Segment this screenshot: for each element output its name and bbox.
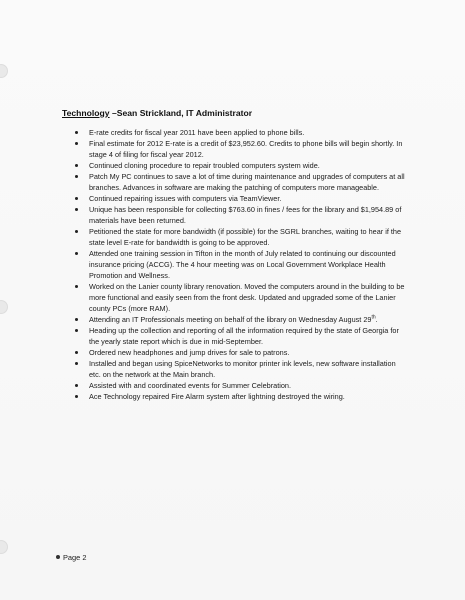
bullet-item: Heading up the collection and reporting of all the information required by the state of Georgia for the yearly state report which is due in mid-September. <box>74 325 406 347</box>
page-footer <box>56 553 86 562</box>
bullet-item: E-rate credits for fiscal year 2011 have been applied to phone bills. <box>74 127 406 138</box>
bullet-item: Continued cloning procedure to repair troubled computers system wide. <box>74 160 406 171</box>
bullet-item: Petitioned the state for more bandwidth (if possible) for the SGRL branches, waiting to hear if the state level E-rate for bandwidth is going to be approved. <box>74 226 406 248</box>
bullet-item: Ordered new headphones and jump drives for sale to patrons. <box>74 347 406 358</box>
bullet-item: Final estimate for 2012 E-rate is a credit of $23,952.60. Credits to phone bills will begin shortly. In stage 4 of filing for fiscal year 2012. <box>74 138 406 160</box>
bullet-item <box>74 314 406 325</box>
bullet-item: Installed and began using SpiceNetworks to monitor printer ink levels, new software installation etc. on the network at the Main branch. <box>74 358 406 380</box>
bullet-item: Attended one training session in Tifton in the month of July related to continuing our discounted insurance pricing (ACCG). The 4 hour meeting was on Local Government Workplace Health Promotion and Wellness. <box>74 248 406 281</box>
section-heading-department: Technology <box>62 108 110 118</box>
report-bullet-list <box>74 127 406 402</box>
bullet-item: Continued repairing issues with computers via TeamViewer. <box>74 193 406 204</box>
page-number: Page 2 <box>63 553 87 562</box>
bullet-item: Patch My PC continues to save a lot of time during maintenance and upgrades of computers at all branches. Advances in software are making the patching of computers more manageable. <box>74 171 406 193</box>
bullet-item: Ace Technology repaired Fire Alarm system after lightning destroyed the wiring. <box>74 391 406 402</box>
section-heading-person: –Sean Strickland, IT Administrator <box>109 108 253 118</box>
sentence-period: . <box>375 315 378 324</box>
bullet-item-text: Attending an IT Professionals meeting on behalf of the library on Wednesday August 29 <box>89 315 372 324</box>
ordinal-suffix: th <box>371 314 376 321</box>
bullet-item: Unique has been responsible for collecting $763.60 in fines / fees for the library and $1,954.89 of materials have been returned. <box>74 204 406 226</box>
section-heading <box>62 108 252 118</box>
bullet-item: Worked on the Lanier county library renovation. Moved the computers around in the building to be more functional and easily seen from the front desk. Updated and upgraded some of the Lanier county PCs (more RAM). <box>74 281 406 314</box>
bullet-item: Assisted with and coordinated events for Summer Celebration. <box>74 380 406 391</box>
footer-bullet-icon <box>56 555 60 559</box>
